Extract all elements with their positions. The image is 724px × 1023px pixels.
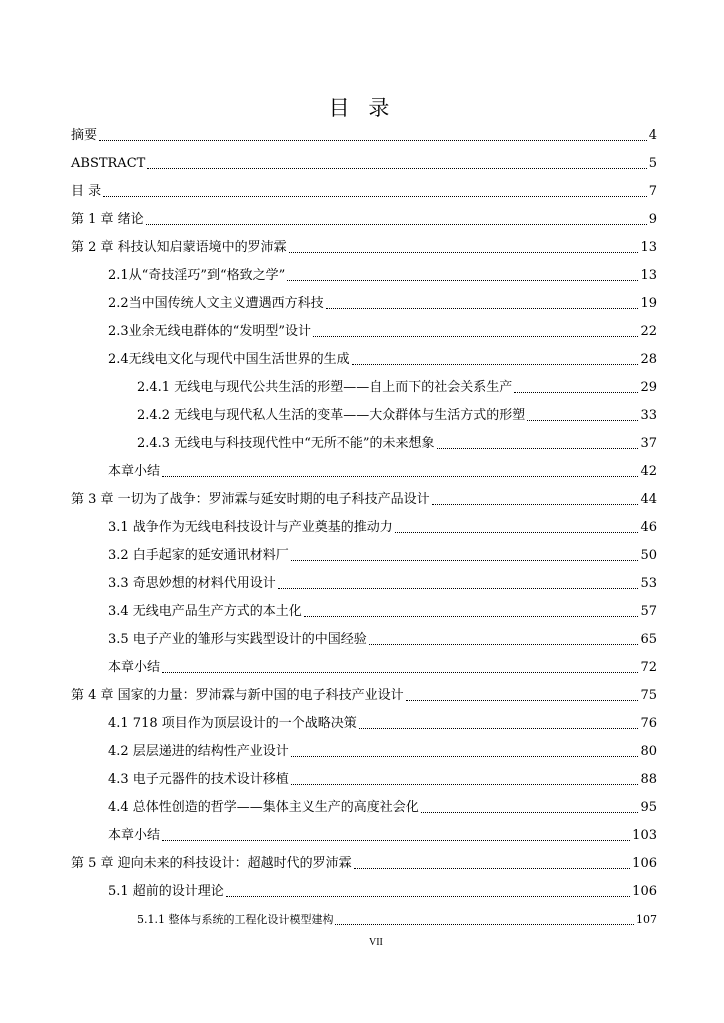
toc-entry-page: 95 — [640, 800, 657, 815]
toc-entry-abstract-cn[interactable] — [71, 125, 657, 145]
toc-entry-label: 摘要 — [71, 128, 98, 143]
toc-entry-page: 88 — [640, 772, 657, 787]
dot-leader — [514, 392, 638, 393]
toc-entry-page: 106 — [632, 856, 657, 871]
dot-leader — [162, 840, 630, 841]
toc-entry-section-2-2[interactable] — [108, 293, 657, 313]
dot-leader — [352, 364, 639, 365]
toc-entry-page: 50 — [640, 548, 657, 563]
toc-entry-chapter-4-summary[interactable] — [108, 825, 657, 845]
toc-entry-section-4-2[interactable] — [108, 741, 657, 761]
toc-entry-label: 第 3 章 一切为了战争：罗沛霖与延安时期的电子科技产品设计 — [71, 492, 430, 507]
toc-entry-label: 本章小结 — [108, 660, 161, 675]
toc-entry-label: 3.3 奇思妙想的材料代用设计 — [108, 576, 276, 591]
toc-entry-page: 28 — [640, 352, 657, 367]
toc-entry-label: 5.1 超前的设计理论 — [108, 884, 224, 899]
toc-entry-page: 7 — [648, 184, 657, 199]
toc-entry-abstract-en[interactable] — [71, 153, 657, 173]
toc-entry-label: 目 录 — [71, 184, 102, 199]
toc-entry-page: 46 — [640, 520, 657, 535]
toc-entry-label: ABSTRACT — [71, 156, 146, 171]
dot-leader — [304, 616, 639, 617]
toc-entry-label: 2.2当中国传统人文主义遭遇西方科技 — [108, 296, 324, 311]
toc-entry-label: 3.2 白手起家的延安通讯材料厂 — [108, 548, 289, 563]
toc-entry-section-3-3[interactable] — [108, 573, 657, 593]
dot-leader — [437, 448, 639, 449]
toc-entry-label: 第 4 章 国家的力量：罗沛霖与新中国的电子科技产业设计 — [71, 688, 404, 703]
dot-leader — [291, 756, 639, 757]
page-number: VII — [369, 937, 383, 948]
toc-entry-section-3-1[interactable] — [108, 517, 657, 537]
toc-entry-page: 4 — [648, 128, 657, 143]
toc-entry-label: 3.4 无线电产品生产方式的本土化 — [108, 604, 302, 619]
toc-entry-contents[interactable] — [71, 181, 657, 201]
dot-leader — [291, 784, 639, 785]
toc-entry-label: 5.1.1 整体与系统的工程化设计模型建构 — [137, 913, 334, 926]
toc-entry-page: 44 — [640, 492, 657, 507]
toc-entry-label: 4.2 层层递进的结构性产业设计 — [108, 744, 289, 759]
page-title: 目 录 — [328, 96, 396, 120]
toc-entry-label: 第 2 章 科技认知启蒙语境中的罗沛霖 — [71, 240, 287, 255]
dot-leader — [406, 700, 639, 701]
dot-leader — [146, 224, 647, 225]
toc-entry-label: 本章小结 — [108, 828, 161, 843]
toc-entry-section-2-3[interactable] — [108, 321, 657, 341]
toc-entry-chapter-3-summary[interactable] — [108, 657, 657, 677]
toc-entry-label: 本章小结 — [108, 464, 161, 479]
dot-leader — [147, 168, 646, 169]
toc-entry-page: 72 — [640, 660, 657, 675]
toc-entry-section-5-1[interactable] — [108, 881, 657, 901]
dot-leader — [359, 728, 639, 729]
dot-leader — [278, 588, 639, 589]
toc-entry-section-2-1[interactable] — [108, 265, 657, 285]
dot-leader — [162, 672, 638, 673]
toc-entry-label: 2.4.1 无线电与现代公共生活的形塑——自上而下的社会关系生产 — [137, 380, 513, 395]
toc-entry-chapter-2[interactable] — [71, 237, 657, 257]
toc-entry-page: 65 — [640, 632, 657, 647]
dot-leader — [335, 924, 634, 925]
toc-entry-page: 33 — [640, 408, 657, 423]
toc-entry-section-5-1-1[interactable] — [137, 909, 657, 929]
toc-entry-section-2-4-1[interactable] — [137, 377, 657, 397]
toc-entry-page: 22 — [640, 324, 657, 339]
toc-entry-chapter-5[interactable] — [71, 853, 657, 873]
toc-entry-label: 第 5 章 迎向未来的科技设计：超越时代的罗沛霖 — [71, 856, 352, 871]
toc-entry-page: 13 — [640, 240, 657, 255]
toc-entry-page: 9 — [648, 212, 657, 227]
toc-entry-section-2-4-3[interactable] — [137, 433, 657, 453]
toc-entry-page: 37 — [640, 436, 657, 451]
toc-entry-label: 第 1 章 绪论 — [71, 212, 144, 227]
toc-entry-section-4-4[interactable] — [108, 797, 657, 817]
toc-entry-page: 53 — [640, 576, 657, 591]
dot-leader — [289, 252, 639, 253]
toc-entry-page: 19 — [640, 296, 657, 311]
toc-entry-label: 2.4.2 无线电与现代私人生活的变革——大众群体与生活方式的形塑 — [137, 408, 526, 423]
dot-leader — [432, 504, 639, 505]
toc-entry-section-4-1[interactable] — [108, 713, 657, 733]
toc-entry-chapter-4[interactable] — [71, 685, 657, 705]
toc-entry-label: 4.4 总体性创造的哲学——集体主义生产的高度社会化 — [108, 800, 419, 815]
toc-entry-page: 76 — [640, 716, 657, 731]
dot-leader — [354, 868, 631, 869]
toc-entry-label: 2.1从“奇技淫巧”到“格致之学” — [108, 268, 286, 283]
toc-entry-section-3-5[interactable] — [108, 629, 657, 649]
dot-leader — [162, 476, 638, 477]
dot-leader — [226, 896, 630, 897]
toc-entry-chapter-1[interactable] — [71, 209, 657, 229]
toc-entry-section-2-4[interactable] — [108, 349, 657, 369]
toc-entry-section-2-4-2[interactable] — [137, 405, 657, 425]
toc-entry-page: 103 — [632, 828, 657, 843]
toc-entry-page: 29 — [640, 380, 657, 395]
dot-leader — [395, 532, 639, 533]
toc-entry-page: 5 — [648, 156, 657, 171]
toc-entry-label: 2.4无线电文化与现代中国生活世界的生成 — [108, 352, 350, 367]
toc-entry-label: 3.1 战争作为无线电科技设计与产业奠基的推动力 — [108, 520, 393, 535]
dot-leader — [527, 420, 638, 421]
toc-entry-chapter-2-summary[interactable] — [108, 461, 657, 481]
toc-entry-page: 80 — [640, 744, 657, 759]
toc-entry-section-3-2[interactable] — [108, 545, 657, 565]
dot-leader — [99, 140, 647, 141]
toc-entry-page: 106 — [632, 884, 657, 899]
dot-leader — [287, 280, 638, 281]
toc-entry-chapter-3[interactable] — [71, 489, 657, 509]
toc-entry-label: 2.3业余无线电群体的“发明型”设计 — [108, 324, 311, 339]
dot-leader — [291, 560, 639, 561]
toc-entry-section-4-3[interactable] — [108, 769, 657, 789]
toc-entry-section-3-4[interactable] — [108, 601, 657, 621]
toc-entry-page: 42 — [640, 464, 657, 479]
toc-entry-label: 4.3 电子元器件的技术设计移植 — [108, 772, 289, 787]
dot-leader — [369, 644, 639, 645]
toc-entry-label: 2.4.3 无线电与科技现代性中“无所不能”的未来想象 — [137, 436, 435, 451]
dot-leader — [326, 308, 639, 309]
toc-entry-label: 4.1 718 项目作为顶层设计的一个战略决策 — [108, 716, 357, 731]
toc-entry-page: 107 — [636, 913, 657, 926]
toc-entry-page: 75 — [640, 688, 657, 703]
toc-entry-page: 13 — [640, 268, 657, 283]
dot-leader — [103, 196, 647, 197]
dot-leader — [313, 336, 638, 337]
toc-entry-page: 57 — [640, 604, 657, 619]
dot-leader — [421, 812, 639, 813]
toc-entry-label: 3.5 电子产业的雏形与实践型设计的中国经验 — [108, 632, 367, 647]
